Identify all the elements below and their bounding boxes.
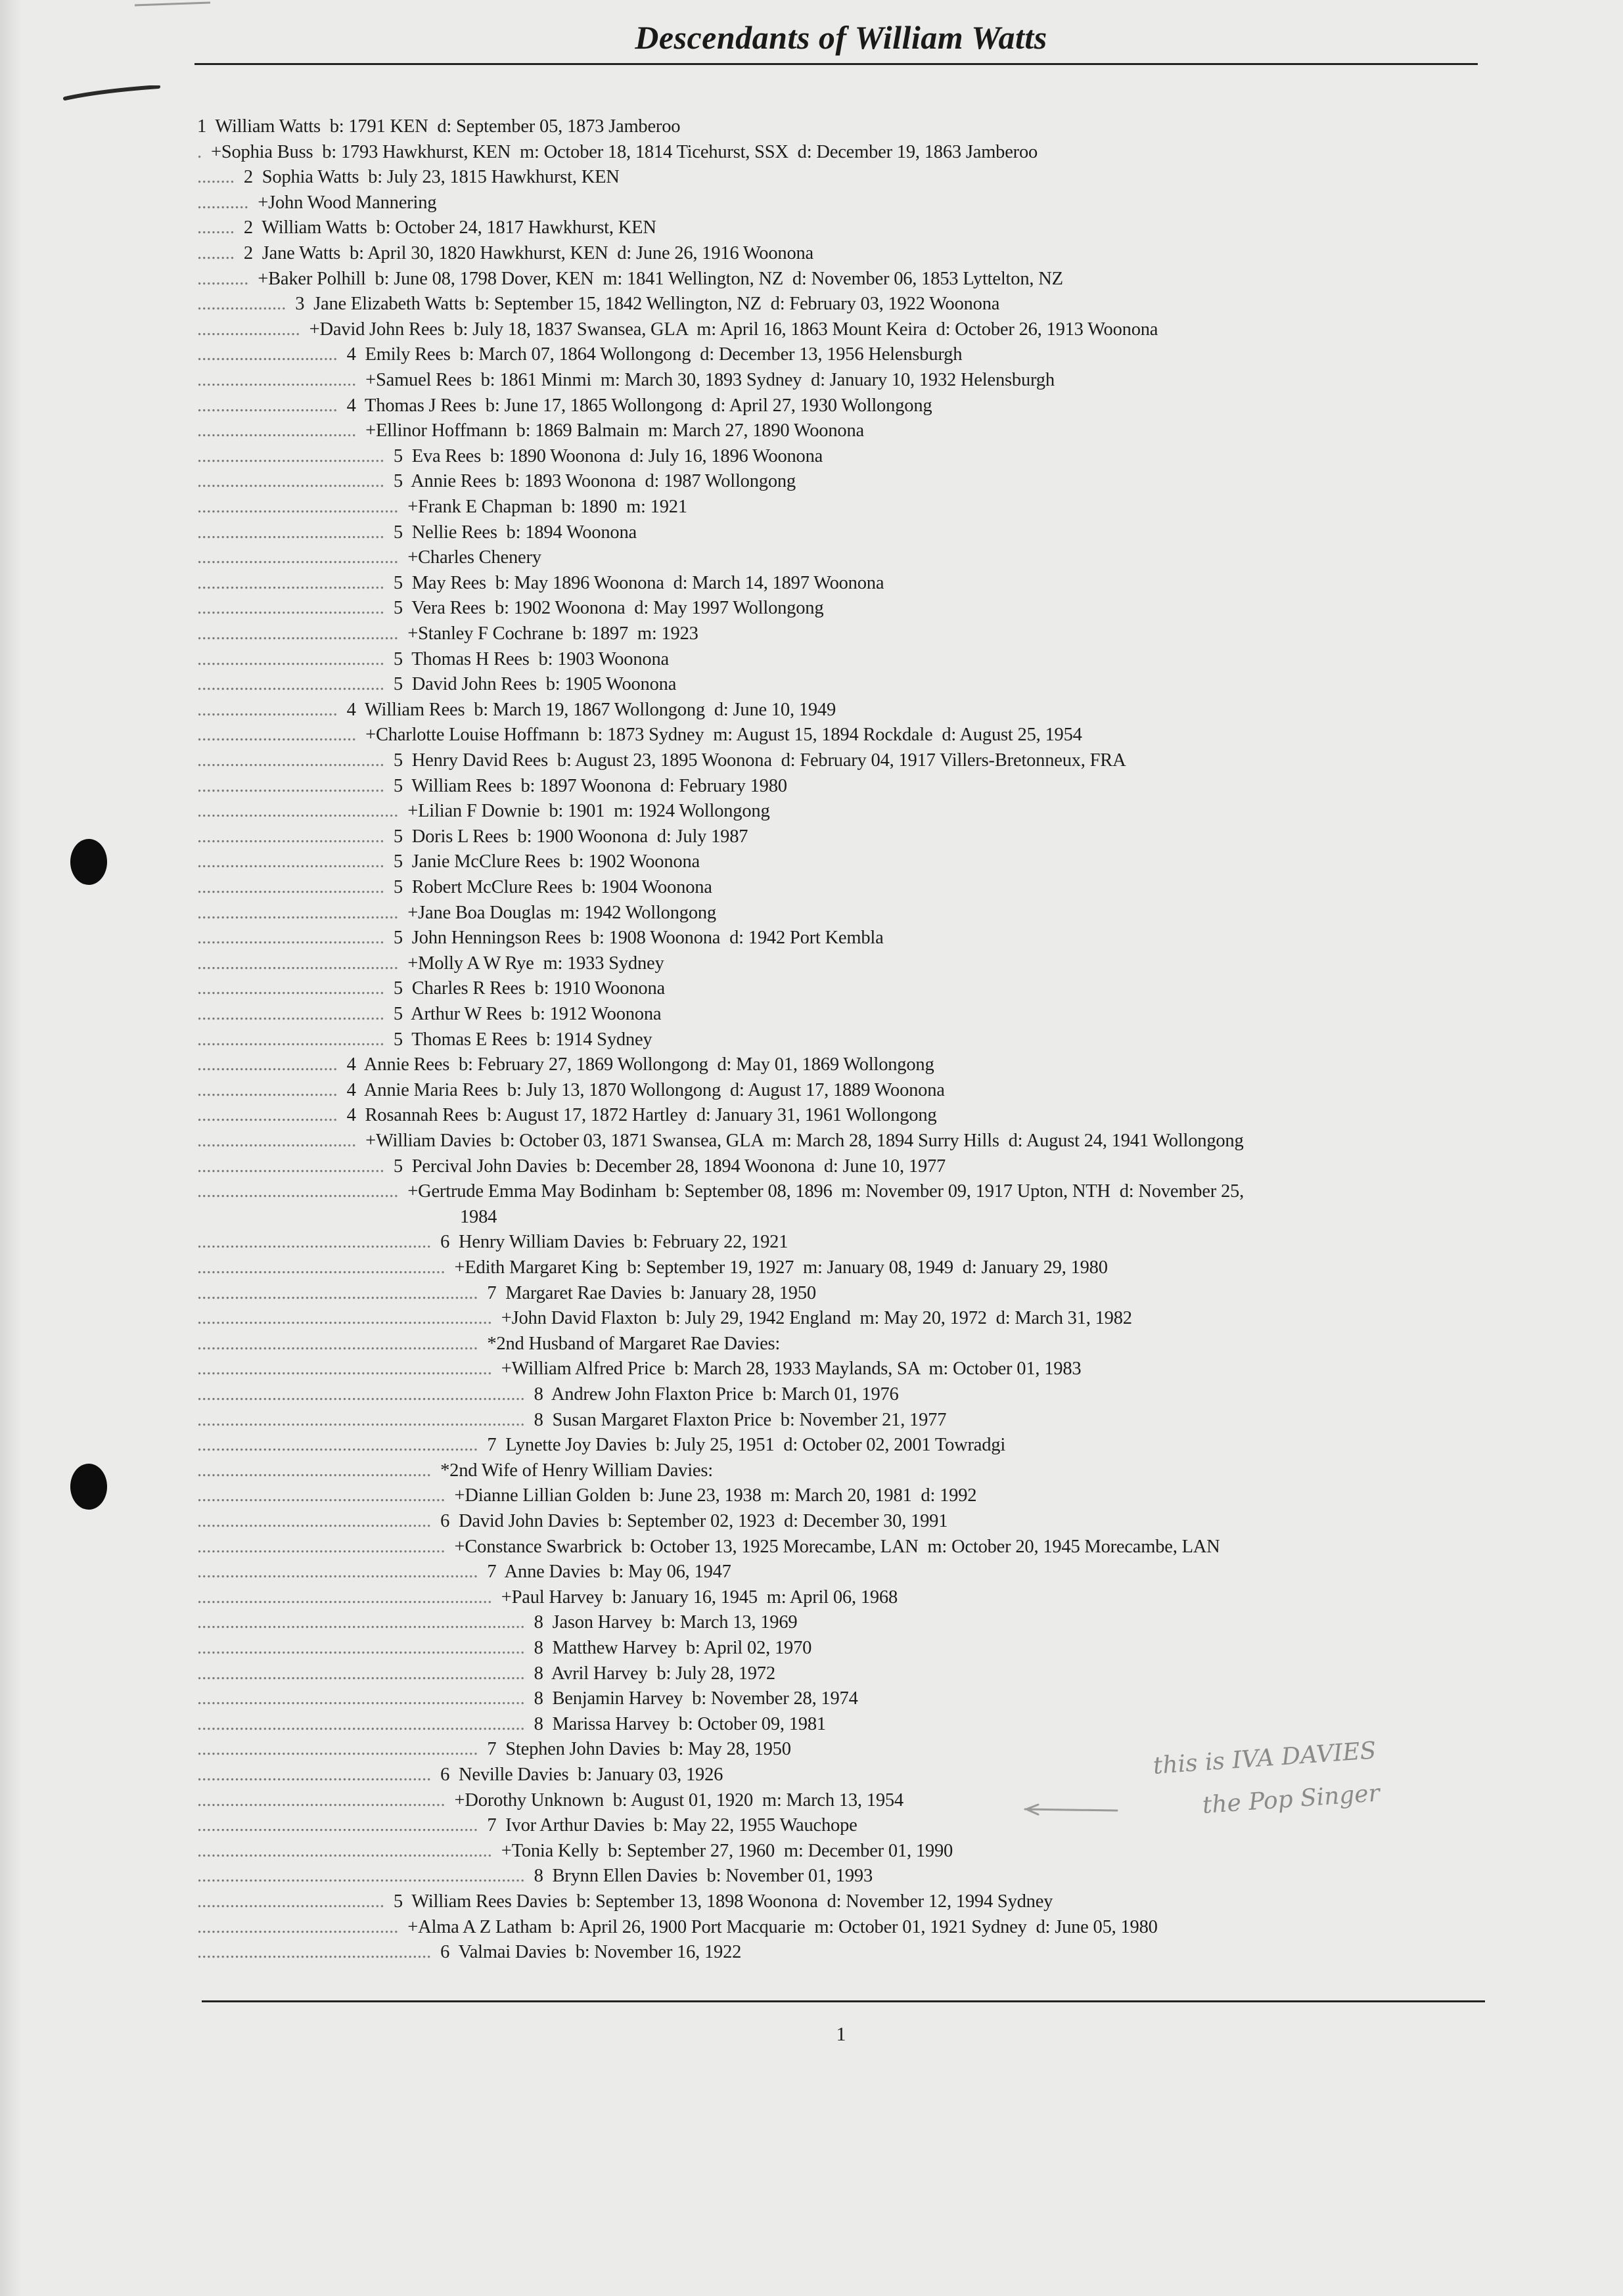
descendant-entry (197, 1052, 934, 1077)
descendant-entry (197, 1433, 1005, 1458)
entry-text: 5 Arthur W Rees b: 1912 Woonona (384, 1004, 662, 1024)
descendant-entry (197, 875, 712, 900)
descendant-entry (197, 1839, 953, 1864)
leader-dots: ........ (197, 217, 235, 238)
leader-dots: ........................................... (197, 801, 399, 822)
page-number: 1 (836, 2023, 846, 2045)
leader-dots: .................................................. (197, 1942, 432, 1963)
leader-dots: ........................................ (197, 1004, 384, 1024)
leader-dots: ........................................ (197, 978, 384, 999)
leader-dots: ............................................................... (197, 1359, 492, 1380)
leader-dots: .................................................. (197, 1511, 432, 1531)
descendant-entry (197, 1382, 899, 1407)
descendant-entry (197, 1230, 788, 1255)
leader-dots: ..................................................... (197, 1257, 446, 1278)
entry-text: 1984 (460, 1206, 497, 1227)
entry-text: 6 Neville Davies b: January 03, 1926 (431, 1765, 723, 1785)
descendant-entry (197, 241, 813, 266)
leader-dots: ........................................ (197, 598, 384, 619)
leader-dots: ...................................................................... (197, 1663, 525, 1684)
descendant-entry (197, 191, 436, 215)
handwritten-arrow-icon (1012, 1803, 1120, 1816)
descendant-entry (197, 799, 770, 824)
descendant-entry (197, 1940, 741, 1965)
leader-dots: .................................................. (197, 1460, 432, 1481)
entry-text: 5 Eva Rees b: 1890 Woonona d: July 16, 1896 Woonona (384, 445, 823, 466)
entry-text: 7 Margaret Rae Davies b: January 28, 1950 (478, 1282, 816, 1303)
leader-dots: ........................................ (197, 674, 384, 695)
leader-dots: .............................. (197, 1105, 338, 1126)
entry-text: +Dorothy Unknown b: August 01, 1920 m: March 13, 1954 (445, 1790, 903, 1811)
leader-dots: ........................................... (197, 1181, 399, 1202)
leader-dots: ........................................ (197, 826, 384, 847)
handwritten-note-line: this is IVA DAVIES (1152, 1737, 1377, 1780)
leader-dots: ............................................................... (197, 1840, 492, 1861)
entry-text: +Charles Chenery (398, 547, 541, 568)
entry-text: 5 John Henningson Rees b: 1908 Woonona d: 1942 Port Kembla (384, 928, 884, 949)
descendant-entry (197, 1889, 1053, 1914)
entry-text: 5 William Rees Davies b: September 13, 1898 Woonona d: November 12, 1994 Sydney (384, 1891, 1053, 1912)
entry-text: 8 Marissa Harvey b: October 09, 1981 (524, 1713, 826, 1734)
leader-dots: ............................................................ (197, 1333, 478, 1354)
descendant-entry (197, 418, 864, 443)
descendant-entry (197, 495, 687, 520)
descendant-entry (197, 748, 1126, 773)
leader-dots: ............................................................... (197, 1587, 492, 1608)
entry-text: 6 David John Davies b: September 02, 1923 d: December 30, 1991 (431, 1511, 948, 1531)
entry-text: 5 David John Rees b: 1905 Woonona (384, 674, 677, 695)
descendant-entry (197, 1636, 811, 1661)
descendant-entry (460, 1205, 497, 1230)
entry-text: 4 Annie Maria Rees b: July 13, 1870 Wollongong d: August 17, 1889 Woonona (337, 1079, 945, 1100)
entry-text: 6 Valmai Davies b: November 16, 1922 (431, 1942, 742, 1963)
descendant-entry (197, 1281, 816, 1306)
descendant-entry (197, 1154, 946, 1179)
leader-dots: ........................................... (197, 547, 399, 568)
descendant-entry (197, 545, 541, 570)
descendant-entry (197, 1915, 1158, 1940)
entry-text: +Stanley F Cochrane b: 1897 m: 1923 (398, 623, 698, 644)
leader-dots: .................................................. (197, 1232, 432, 1253)
entry-text: 8 Benjamin Harvey b: November 28, 1974 (524, 1688, 858, 1709)
descendant-entry (197, 1712, 826, 1737)
descendant-entry (197, 1129, 1244, 1154)
leader-dots: ...................... (197, 319, 300, 340)
descendant-entry (197, 951, 664, 976)
leader-dots: ...................................................................... (197, 1384, 525, 1405)
descendant-entry (197, 140, 1038, 165)
leader-dots: ...................................................................... (197, 1713, 525, 1734)
descendant-entry (197, 1535, 1220, 1560)
descendant-entry (197, 672, 676, 697)
descendant-entry (197, 1661, 775, 1686)
leader-dots: ........................................ (197, 572, 384, 593)
leader-dots: .............................. (197, 699, 338, 720)
leader-dots: .................................. (197, 725, 357, 746)
leader-dots: .............................. (197, 344, 338, 365)
descendant-entry (197, 1332, 780, 1357)
entry-text: 8 Andrew John Flaxton Price b: March 01, 1976 (524, 1384, 899, 1405)
descendant-entry (197, 1509, 948, 1534)
entry-text: 5 Percival John Davies b: December 28, 1894 Woonona d: June 10, 1977 (384, 1156, 946, 1177)
descendant-entry (197, 1458, 713, 1483)
descendant-entry (197, 1560, 731, 1585)
entry-text: 5 May Rees b: May 1896 Woonona d: March 14, 1897 Woonona (384, 572, 884, 593)
entry-text: +Gertrude Emma May Bodinham b: September 08, 1896 m: November 09, 1917 Upton, NTH d: November 25, (398, 1181, 1245, 1202)
leader-dots: ................... (197, 294, 286, 315)
leader-dots: . (197, 141, 202, 162)
leader-dots: ........................................ (197, 851, 384, 872)
punch-hole-lower (70, 1464, 107, 1510)
leader-dots: ............................................................ (197, 1739, 478, 1760)
entry-text: 8 Avril Harvey b: July 28, 1972 (524, 1663, 775, 1684)
descendant-entry (197, 849, 700, 874)
descendant-entry (197, 1027, 652, 1052)
descendant-entry (197, 342, 962, 367)
punch-hole-upper (70, 839, 107, 885)
handwritten-note-line: the Pop Singer (1201, 1780, 1381, 1819)
entry-text: 5 Thomas H Rees b: 1903 Woonona (384, 648, 669, 669)
entry-text: +Samuel Rees b: 1861 Minmi m: March 30, 1893 Sydney d: January 10, 1932 Helensburgh (356, 370, 1055, 390)
entry-text: 5 Doris L Rees b: 1900 Woonona d: July 1987 (384, 826, 748, 847)
entry-text: 5 Nellie Rees b: 1894 Woonona (384, 522, 637, 543)
descendant-entry (197, 1255, 1108, 1280)
entry-text: 5 Annie Rees b: 1893 Woonona d: 1987 Wollongong (384, 471, 796, 492)
descendant-entry (197, 1864, 873, 1889)
descendant-entry (197, 1737, 791, 1762)
leader-dots: ............................................................ (197, 1815, 478, 1836)
entry-text: 4 Rosannah Rees b: August 17, 1872 Hartley d: January 31, 1961 Wollongong (337, 1105, 937, 1126)
leader-dots: ........................................ (197, 445, 384, 466)
leader-dots: ........................................ (197, 775, 384, 796)
entry-text: +Edith Margaret King b: September 19, 1927 m: January 08, 1949 d: January 29, 1980 (445, 1257, 1108, 1278)
descendant-entry (197, 469, 796, 494)
entry-text: +Frank E Chapman b: 1890 m: 1921 (398, 497, 687, 517)
leader-dots: ........................................... (197, 497, 399, 517)
descendant-entry (197, 571, 884, 596)
entry-text: 8 Brynn Ellen Davies b: November 01, 1993 (524, 1866, 873, 1887)
descendant-entry (197, 444, 823, 469)
descendant-entry (197, 1610, 797, 1635)
descendant-entry (197, 1103, 936, 1128)
leader-dots: ...................................................................... (197, 1688, 525, 1709)
descendant-entry (197, 1357, 1081, 1382)
descendant-entry (197, 165, 620, 190)
descendant-entry (197, 1078, 945, 1103)
entry-text: 6 Henry William Davies b: February 22, 1921 (431, 1232, 789, 1253)
leader-dots: ........................................... (197, 623, 399, 644)
entry-text: +William Alfred Price b: March 28, 1933 Maylands, SA m: October 01, 1983 (491, 1359, 1082, 1380)
entry-text: +Constance Swarbrick b: October 13, 1925 Morecambe, LAN m: October 20, 1945 Morecambe, LAN (445, 1536, 1220, 1557)
entry-text: 5 Henry David Rees b: August 23, 1895 Woonona d: February 04, 1917 Villers-Bretonneux, FRA (384, 750, 1126, 771)
leader-dots: ...................................................................... (197, 1866, 525, 1887)
leader-dots: ...................................................................... (197, 1612, 525, 1633)
entry-text: +Lilian F Downie b: 1901 m: 1924 Wollongong (398, 801, 770, 822)
descendant-entry (197, 1763, 723, 1788)
descendant-entry (197, 1483, 976, 1508)
leader-dots: ........................................ (197, 522, 384, 543)
entry-text: +Molly A W Rye m: 1933 Sydney (398, 953, 664, 974)
entry-text: 4 Emily Rees b: March 07, 1864 Wollongong d: December 13, 1956 Helensburgh (337, 344, 963, 365)
leader-dots: ..................................................... (197, 1790, 446, 1811)
entry-text: 2 Jane Watts b: April 30, 1820 Hawkhurst, KEN d: June 26, 1916 Woonona (235, 243, 813, 263)
descendant-entry (197, 114, 680, 139)
entry-text: 7 Lynette Joy Davies b: July 25, 1951 d: October 02, 2001 Towradgi (478, 1435, 1006, 1456)
leader-dots: ...................................................................... (197, 1409, 525, 1430)
leader-dots: ............................................................ (197, 1435, 478, 1456)
descendant-entry (197, 723, 1082, 748)
descendant-entry (197, 394, 932, 418)
descendant-entry (197, 1686, 858, 1711)
entry-text: *2nd Husband of Margaret Rae Davies: (478, 1333, 781, 1354)
entry-text: 4 William Rees b: March 19, 1867 Wollongong d: June 10, 1949 (337, 699, 836, 720)
leader-dots: .................................................. (197, 1765, 432, 1785)
entry-text: 5 Thomas E Rees b: 1914 Sydney (384, 1029, 652, 1050)
entry-text: 7 Anne Davies b: May 06, 1947 (478, 1562, 731, 1583)
entry-text: +Dianne Lillian Golden b: June 23, 1938 m: March 20, 1981 d: 1992 (445, 1485, 977, 1506)
descendant-entry (197, 368, 1055, 393)
descendant-entry (197, 596, 823, 621)
entry-text: 8 Matthew Harvey b: April 02, 1970 (524, 1638, 812, 1658)
leader-dots: ........ (197, 167, 235, 188)
descendant-entry (197, 1306, 1132, 1331)
descendant-entry (197, 901, 716, 926)
descendant-entry (197, 292, 999, 317)
leader-dots: ........................................... (197, 902, 399, 923)
leader-dots: ........................................ (197, 471, 384, 492)
descendant-entry (197, 215, 656, 240)
leader-dots: ........................................... (197, 953, 399, 974)
descendant-entry (197, 317, 1158, 342)
entry-text: *2nd Wife of Henry William Davies: (431, 1460, 713, 1481)
leader-dots: ............................................................ (197, 1562, 478, 1583)
descendant-entry (197, 1788, 903, 1813)
leader-dots: ........................................ (197, 877, 384, 897)
descendant-entry (197, 621, 698, 646)
leader-dots: ...................................................................... (197, 1638, 525, 1658)
leader-dots: ........... (197, 268, 249, 289)
entry-text: 5 Charles R Rees b: 1910 Woonona (384, 978, 665, 999)
descendant-entry (197, 698, 836, 723)
entry-text: 7 Ivor Arthur Davies b: May 22, 1955 Wauchope (478, 1815, 857, 1836)
entry-text: +Sophia Buss b: 1793 Hawkhurst, KEN m: October 18, 1814 Ticehurst, SSX d: December 19, 1863 Jamberoo (202, 141, 1038, 162)
descendant-entry (197, 647, 669, 672)
leader-dots: ........... (197, 192, 249, 213)
entry-text: 5 Vera Rees b: 1902 Woonona d: May 1997 Wollongong (384, 598, 824, 619)
leader-dots: ........................................ (197, 648, 384, 669)
descendant-entry (197, 824, 748, 849)
descendant-entry (197, 976, 665, 1001)
entry-text: 5 Robert McClure Rees b: 1904 Woonona (384, 877, 712, 897)
leader-dots: ............................................................ (197, 1282, 478, 1303)
document-title: Descendants of William Watts (635, 19, 1047, 56)
entry-text: +David John Rees b: July 18, 1837 Swansea, GLA m: April 16, 1863 Mount Keira d: October 26, 1913 Woonona (300, 319, 1158, 340)
leader-dots: ........ (197, 243, 235, 263)
descendant-entry (197, 926, 884, 951)
descendant-entry (197, 1813, 857, 1838)
leader-dots: .............................. (197, 1079, 338, 1100)
entry-text: +Tonia Kelly b: September 27, 1960 m: December 01, 1990 (491, 1840, 953, 1861)
leader-dots: .................................. (197, 1131, 357, 1151)
leader-dots: ........................................ (197, 928, 384, 949)
leader-dots: ........................................ (197, 1891, 384, 1912)
entry-text: +Charlotte Louise Hoffmann b: 1873 Sydney m: August 15, 1894 Rockdale d: August 25, 1954 (356, 725, 1082, 746)
entry-text: +William Davies b: October 03, 1871 Swansea, GLA m: March 28, 1894 Surry Hills d: August 24, 1941 Wollongong (356, 1131, 1244, 1151)
leader-dots: ........................................ (197, 750, 384, 771)
leader-dots: ..................................................... (197, 1485, 446, 1506)
entry-text: +Ellinor Hoffmann b: 1869 Balmain m: March 27, 1890 Woonona (356, 420, 864, 441)
entry-text: +John Wood Mannering (248, 192, 437, 213)
entry-text: +Alma A Z Latham b: April 26, 1900 Port Macquarie m: October 01, 1921 Sydney d: June 05, 1980 (398, 1916, 1158, 1937)
descendant-entry (197, 1585, 898, 1610)
entry-text: +Paul Harvey b: January 16, 1945 m: April 06, 1968 (491, 1587, 898, 1608)
descendant-entry (197, 1408, 946, 1433)
entry-text: 3 Jane Elizabeth Watts b: September 15, 1842 Wellington, NZ d: February 03, 1922 Woonona (286, 294, 1000, 315)
leader-dots: .............................. (197, 1054, 338, 1075)
footer-rule (202, 2000, 1485, 2002)
entry-text: +John David Flaxton b: July 29, 1942 England m: May 20, 1972 d: March 31, 1982 (491, 1308, 1132, 1329)
entry-text: 2 William Watts b: October 24, 1817 Hawkhurst, KEN (235, 217, 656, 238)
entry-text: +Jane Boa Douglas m: 1942 Wollongong (398, 902, 716, 923)
entry-text: 8 Susan Margaret Flaxton Price b: November 21, 1977 (524, 1409, 947, 1430)
leader-dots: .................................. (197, 370, 357, 390)
entry-text: 2 Sophia Watts b: July 23, 1815 Hawkhurst, KEN (235, 167, 620, 188)
descendant-entry (197, 774, 787, 799)
descendant-entry (197, 267, 1063, 292)
entry-text: 7 Stephen John Davies b: May 28, 1950 (478, 1739, 791, 1760)
entry-text: 4 Thomas J Rees b: June 17, 1865 Wollongong d: April 27, 1930 Wollongong (337, 395, 932, 416)
entry-text: +Baker Polhill b: June 08, 1798 Dover, KEN m: 1841 Wellington, NZ d: November 06, 1853 Lyttelton, NZ (248, 268, 1063, 289)
entry-text: 8 Jason Harvey b: March 13, 1969 (524, 1612, 798, 1633)
leader-dots: ..................................................... (197, 1536, 446, 1557)
entry-text: 5 Janie McClure Rees b: 1902 Woonona (384, 851, 700, 872)
leader-dots: .................................. (197, 420, 357, 441)
entry-text: 5 William Rees b: 1897 Woonona d: February 1980 (384, 775, 787, 796)
descendant-entry (197, 1002, 661, 1027)
descendant-entry (197, 520, 637, 545)
leader-dots: ........................................ (197, 1156, 384, 1177)
leader-dots: ........................................ (197, 1029, 384, 1050)
leader-dots: ........................................... (197, 1916, 399, 1937)
descendant-entry (197, 1179, 1244, 1204)
leader-dots: ............................................................... (197, 1308, 492, 1329)
leader-dots: .............................. (197, 395, 338, 416)
entry-text: 1 William Watts b: 1791 KEN d: September 05, 1873 Jamberoo (197, 116, 681, 137)
entry-text: 4 Annie Rees b: February 27, 1869 Wollongong d: May 01, 1869 Wollongong (337, 1054, 934, 1075)
